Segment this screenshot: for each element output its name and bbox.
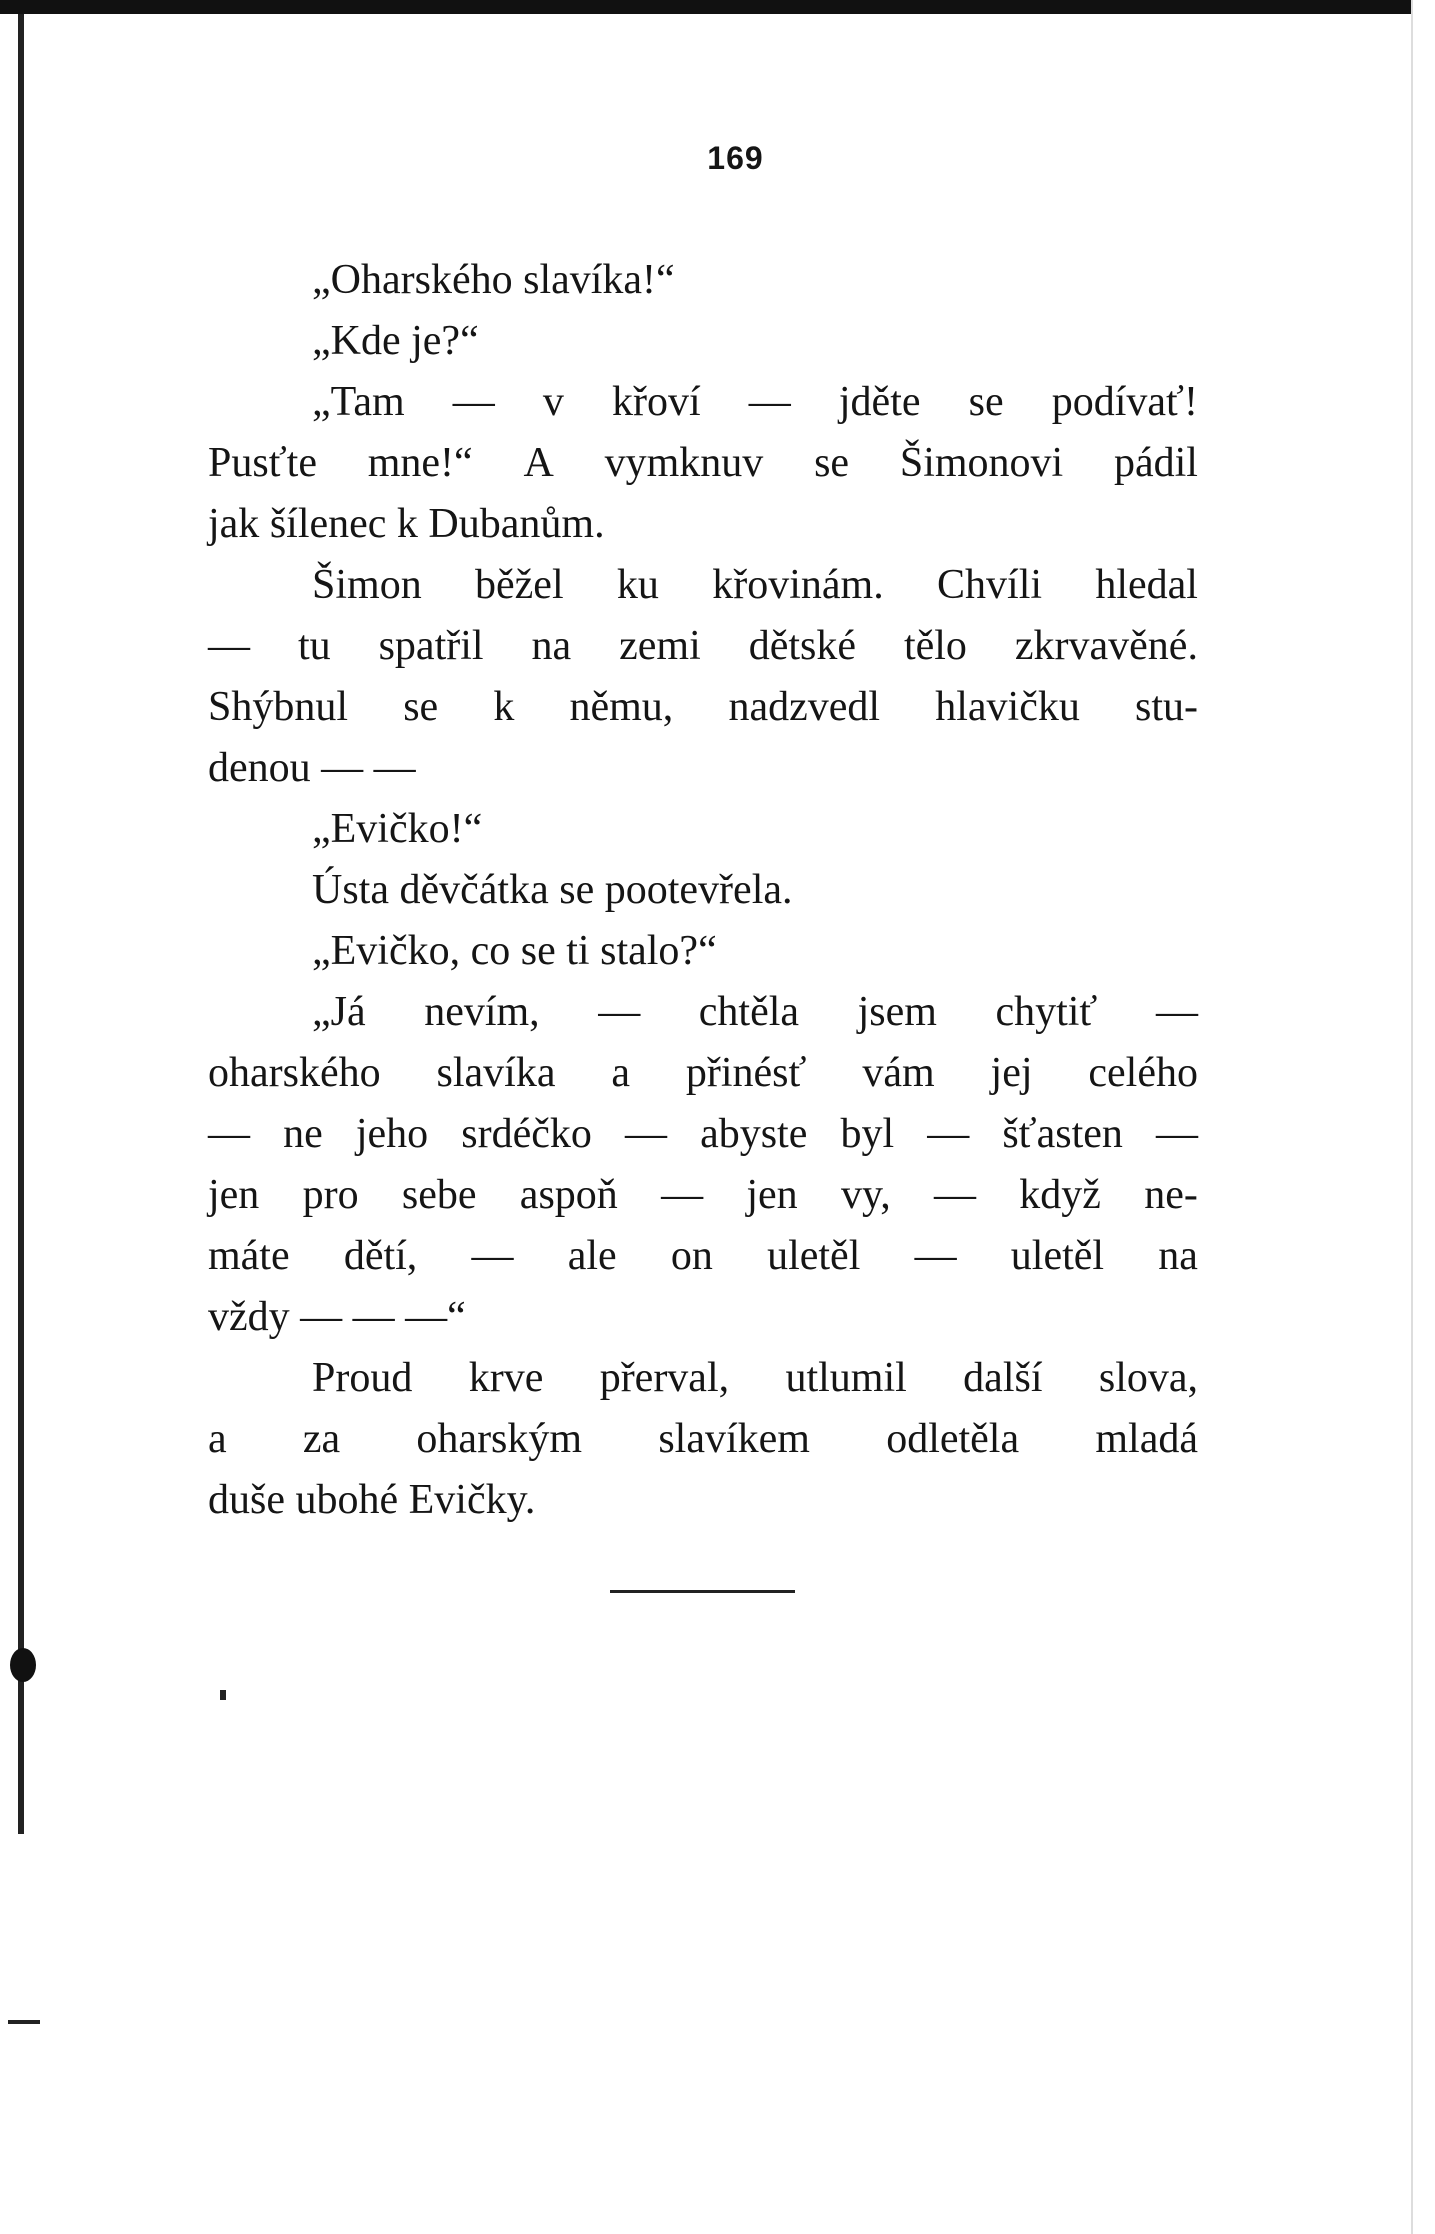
word: slavíka <box>436 1050 556 1096</box>
word: — <box>321 745 374 791</box>
word: jsem <box>857 989 937 1035</box>
word: ubohé <box>295 1477 409 1523</box>
word: Dubanům. <box>428 501 605 547</box>
word: tu <box>297 623 331 669</box>
word: ale <box>567 1233 617 1279</box>
word: vždy <box>208 1294 301 1340</box>
word: — <box>208 1111 250 1157</box>
word: další <box>963 1355 1043 1401</box>
word: tělo <box>903 623 967 669</box>
word: za <box>302 1416 341 1462</box>
binding-mark <box>10 1648 36 1682</box>
word: stalo?“ <box>600 928 717 974</box>
word: „Tam <box>312 379 405 425</box>
word: ne- <box>1144 1172 1198 1218</box>
text-line <box>208 433 1198 494</box>
word: chytiť <box>995 989 1098 1035</box>
word: Pusťte <box>208 440 317 486</box>
word: se <box>814 440 850 486</box>
word: jeho <box>355 1111 429 1157</box>
word: křovinám. <box>712 562 884 608</box>
word: běžel <box>475 562 564 608</box>
word: — <box>661 1172 704 1218</box>
word: jděte <box>838 379 921 425</box>
text-line <box>208 1348 1198 1409</box>
word: se <box>559 867 605 913</box>
word: se <box>520 928 567 974</box>
word: — <box>452 379 495 425</box>
text-line <box>208 921 1198 982</box>
text-line <box>208 311 1198 372</box>
word: „Evičko, <box>312 928 471 974</box>
word: — <box>373 745 416 791</box>
word: vy, <box>840 1172 891 1218</box>
word: duše <box>208 1477 296 1523</box>
word: stu- <box>1135 684 1198 730</box>
word: se <box>968 379 1004 425</box>
word: podívať! <box>1051 379 1198 425</box>
word: dětí, <box>343 1233 418 1279</box>
word: odletěla <box>886 1416 1020 1462</box>
word: — <box>1156 1111 1198 1157</box>
word: — <box>300 1294 353 1340</box>
text-line <box>208 250 1198 311</box>
word: co <box>470 928 521 974</box>
text-line <box>208 1226 1198 1287</box>
word: krve <box>468 1355 544 1401</box>
word: abyste <box>700 1111 808 1157</box>
word: němu, <box>569 684 674 730</box>
word: Evičky. <box>408 1477 536 1523</box>
word: Chvíli <box>937 562 1043 608</box>
text-line <box>208 860 1198 921</box>
print-speck <box>220 1690 226 1700</box>
text-line <box>208 1470 1198 1531</box>
word: celého <box>1088 1050 1198 1096</box>
word: ti <box>566 928 601 974</box>
word: k <box>396 501 429 547</box>
word: slavíka!“ <box>523 257 675 303</box>
text-line <box>208 555 1198 616</box>
scan-border-top <box>0 0 1435 14</box>
word: — <box>1155 989 1198 1035</box>
word: mne!“ <box>367 440 473 486</box>
word: dětské <box>748 623 856 669</box>
word: A <box>523 440 554 486</box>
word: sebe <box>401 1172 477 1218</box>
binding-dash <box>8 2020 40 2024</box>
word: Proud <box>312 1355 413 1401</box>
word: nadzvedl <box>728 684 881 730</box>
text-line <box>208 677 1198 738</box>
page-number: 169 <box>707 140 764 176</box>
word: uletěl <box>1010 1233 1105 1279</box>
word: přerval, <box>599 1355 730 1401</box>
body-text <box>208 250 1198 1531</box>
word: byl <box>840 1111 895 1157</box>
word: děvčátka <box>399 867 560 913</box>
word: oharského <box>208 1050 381 1096</box>
word: spatřil <box>378 623 484 669</box>
word: hledal <box>1095 562 1198 608</box>
word: je?“ <box>411 318 479 364</box>
word: nevím, <box>424 989 540 1035</box>
word: Ústa <box>312 867 400 913</box>
text-line <box>208 1043 1198 1104</box>
word: „Kde <box>312 318 412 364</box>
word: on <box>670 1233 713 1279</box>
text-line <box>208 1104 1198 1165</box>
end-rule <box>610 1590 795 1593</box>
word: jen <box>746 1172 798 1218</box>
word: vám <box>862 1050 935 1096</box>
word: přinésť <box>685 1050 807 1096</box>
word: pádil <box>1114 440 1198 486</box>
word: — <box>927 1111 970 1157</box>
word: vymknuv <box>604 440 764 486</box>
word: „Já <box>312 989 366 1035</box>
word: šťasten <box>1002 1111 1123 1157</box>
word: — <box>934 1172 977 1218</box>
word: na <box>531 623 572 669</box>
word: hlavičku <box>935 684 1080 730</box>
word: — <box>598 989 641 1035</box>
word: jej <box>990 1050 1033 1096</box>
word: a <box>611 1050 630 1096</box>
scan-border-right <box>1411 0 1435 2234</box>
word: ne <box>283 1111 323 1157</box>
word: k <box>493 684 515 730</box>
word: aspoň <box>519 1172 618 1218</box>
word: pootevřela. <box>604 867 793 913</box>
word: jak <box>208 501 270 547</box>
word: šílenec <box>269 501 397 547</box>
text-line <box>208 616 1198 677</box>
text-line <box>208 982 1198 1043</box>
word: slova, <box>1098 1355 1198 1401</box>
word: — <box>352 1294 406 1340</box>
word: —“ <box>405 1294 466 1340</box>
word: chtěla <box>698 989 800 1035</box>
word: srdéčko <box>461 1111 592 1157</box>
word: mladá <box>1095 1416 1198 1462</box>
word: — <box>624 1111 667 1157</box>
word: oharským <box>416 1416 583 1462</box>
text-line <box>208 1165 1198 1226</box>
text-line <box>208 1287 1198 1348</box>
word: uletěl <box>767 1233 861 1279</box>
word: utlumil <box>785 1355 907 1401</box>
word: máte <box>208 1233 290 1279</box>
word: se <box>403 684 439 730</box>
binding-edge <box>18 14 24 1834</box>
word: Šimon <box>312 562 422 608</box>
word: — <box>208 623 250 669</box>
word: Shýbnul <box>208 684 349 730</box>
word: „Evičko!“ <box>312 806 483 852</box>
word: v <box>542 379 564 425</box>
word: — <box>914 1233 957 1279</box>
word: pro <box>302 1172 359 1218</box>
word: na <box>1158 1233 1198 1279</box>
word: Šimonovi <box>899 440 1064 486</box>
word: zemi <box>619 623 701 669</box>
word: „Oharského <box>312 257 524 303</box>
text-line <box>208 372 1198 433</box>
word: ku <box>616 562 659 608</box>
word: křoví <box>612 379 701 425</box>
text-line <box>208 799 1198 860</box>
word: když <box>1019 1172 1101 1218</box>
text-line <box>208 494 1198 555</box>
word: jen <box>208 1172 260 1218</box>
word: a <box>208 1416 227 1462</box>
text-line <box>208 1409 1198 1470</box>
word: denou <box>208 745 322 791</box>
word: — <box>471 1233 514 1279</box>
text-line <box>208 738 1198 799</box>
word: zkrvavěné. <box>1014 623 1198 669</box>
word: slavíkem <box>658 1416 810 1462</box>
word: — <box>748 379 791 425</box>
